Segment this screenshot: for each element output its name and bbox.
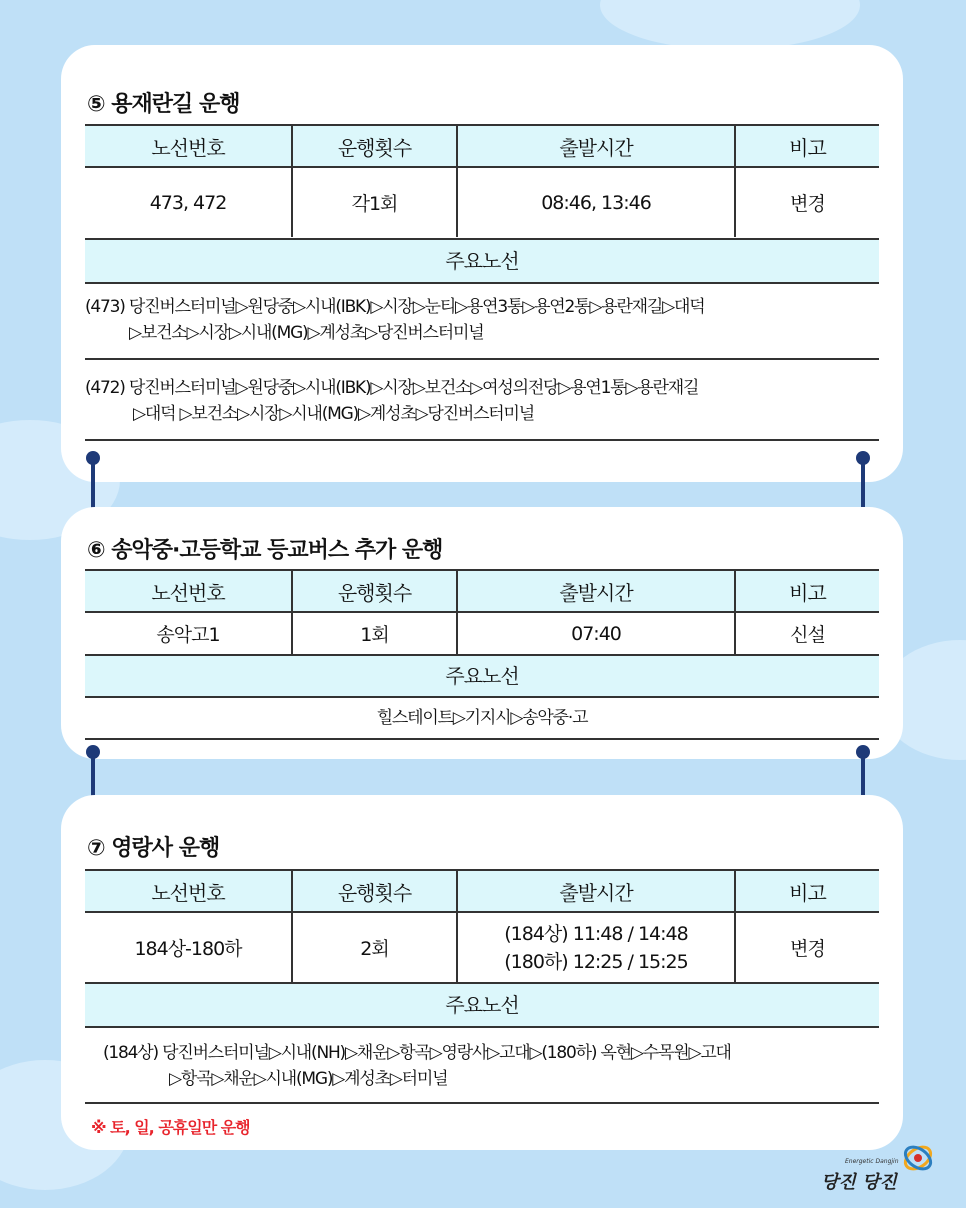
departure-cell: 08:46, 13:46 bbox=[457, 167, 735, 237]
route-description bbox=[85, 1032, 879, 1104]
route-line-1: (472) 당진버스터미널▷원당중▷시내(IBK)▷시장▷보건소▷여성의전당▷용연1통▷용란재길 bbox=[85, 378, 699, 398]
header-departure: 출발시간 bbox=[457, 570, 735, 612]
section-title: ⑥ 송악중·고등학교 등교버스 추가 운행 bbox=[87, 538, 443, 563]
header-departure: 출발시간 bbox=[457, 125, 735, 167]
header-departure: 출발시간 bbox=[457, 870, 735, 912]
departure-cell: 07:40 bbox=[457, 612, 735, 654]
count-cell: 2회 bbox=[292, 912, 457, 982]
header-note: 비고 bbox=[735, 125, 879, 167]
section-7-card bbox=[61, 795, 903, 1150]
route-line-2: ▷항곡▷채운▷시내(MG)▷계성초▷터미널 bbox=[169, 1069, 448, 1089]
header-count: 운행횟수 bbox=[292, 570, 457, 612]
route-no-cell: 473, 472 bbox=[149, 191, 227, 214]
header-note: 비고 bbox=[735, 870, 879, 912]
departure-line-1: (184상) 11:48 / 14:48 bbox=[504, 922, 688, 945]
schedule-table bbox=[85, 124, 879, 237]
main-route-header: 주요노선 bbox=[85, 982, 879, 1028]
schedule-table bbox=[85, 569, 879, 654]
count-cell: 각1회 bbox=[292, 167, 457, 237]
logo-tagline: Energetic Dangjin bbox=[845, 1158, 899, 1165]
header-count: 운행횟수 bbox=[292, 125, 457, 167]
note-cell: 변경 bbox=[735, 167, 879, 237]
note-cell: 변경 bbox=[735, 912, 879, 982]
route-description bbox=[85, 288, 879, 360]
route-line-2: ▷보건소▷시장▷시내(MG)▷계성초▷당진버스터미널 bbox=[129, 323, 484, 343]
header-note: 비고 bbox=[735, 570, 879, 612]
route-line-1: (473) 당진버스터미널▷원당중▷시내(IBK)▷시장▷눈티▷용연3통▷용연2통▷용란재길▷대덕 bbox=[85, 297, 705, 317]
operation-footnote: ※ 토, 일, 공휴일만 운행 bbox=[91, 1118, 250, 1137]
header-count: 운행횟수 bbox=[292, 870, 457, 912]
departure-cell bbox=[457, 912, 735, 982]
background-cloud bbox=[600, 0, 860, 50]
section-6-card bbox=[61, 507, 903, 759]
route-description bbox=[85, 366, 879, 441]
header-route-no: 노선번호 bbox=[85, 125, 292, 167]
section-5-card bbox=[61, 45, 903, 482]
route-no-cell: 송악고1 bbox=[156, 624, 220, 646]
route-description: 힐스테이트▷기지시▷송악중·고 bbox=[85, 700, 879, 740]
section-title: ⑦ 영랑사 운행 bbox=[87, 836, 220, 861]
header-route-no: 노선번호 bbox=[85, 870, 292, 912]
schedule-table bbox=[85, 869, 879, 982]
route-no-cell: 184상-180하 bbox=[134, 938, 242, 960]
dangjin-logo bbox=[815, 1138, 940, 1200]
note-cell: 신설 bbox=[735, 612, 879, 654]
count-cell: 1회 bbox=[292, 612, 457, 654]
main-route-header: 주요노선 bbox=[85, 238, 879, 284]
header-route-no: 노선번호 bbox=[85, 570, 292, 612]
route-line-2: ▷대덕 ▷보건소▷시장▷시내(MG)▷계성초▷당진버스터미널 bbox=[133, 404, 534, 424]
logo-text: 당진 당진 bbox=[821, 1172, 897, 1193]
departure-line-2: (180하) 12:25 / 15:25 bbox=[504, 950, 688, 973]
section-title: ⑤ 용재란길 운행 bbox=[87, 92, 240, 117]
main-route-header: 주요노선 bbox=[85, 654, 879, 698]
route-line-1: (184상) 당진버스터미널▷시내(NH)▷채운▷항곡▷영랑사▷고대▷(180하) 옥현▷수목원▷고대 bbox=[103, 1043, 731, 1063]
